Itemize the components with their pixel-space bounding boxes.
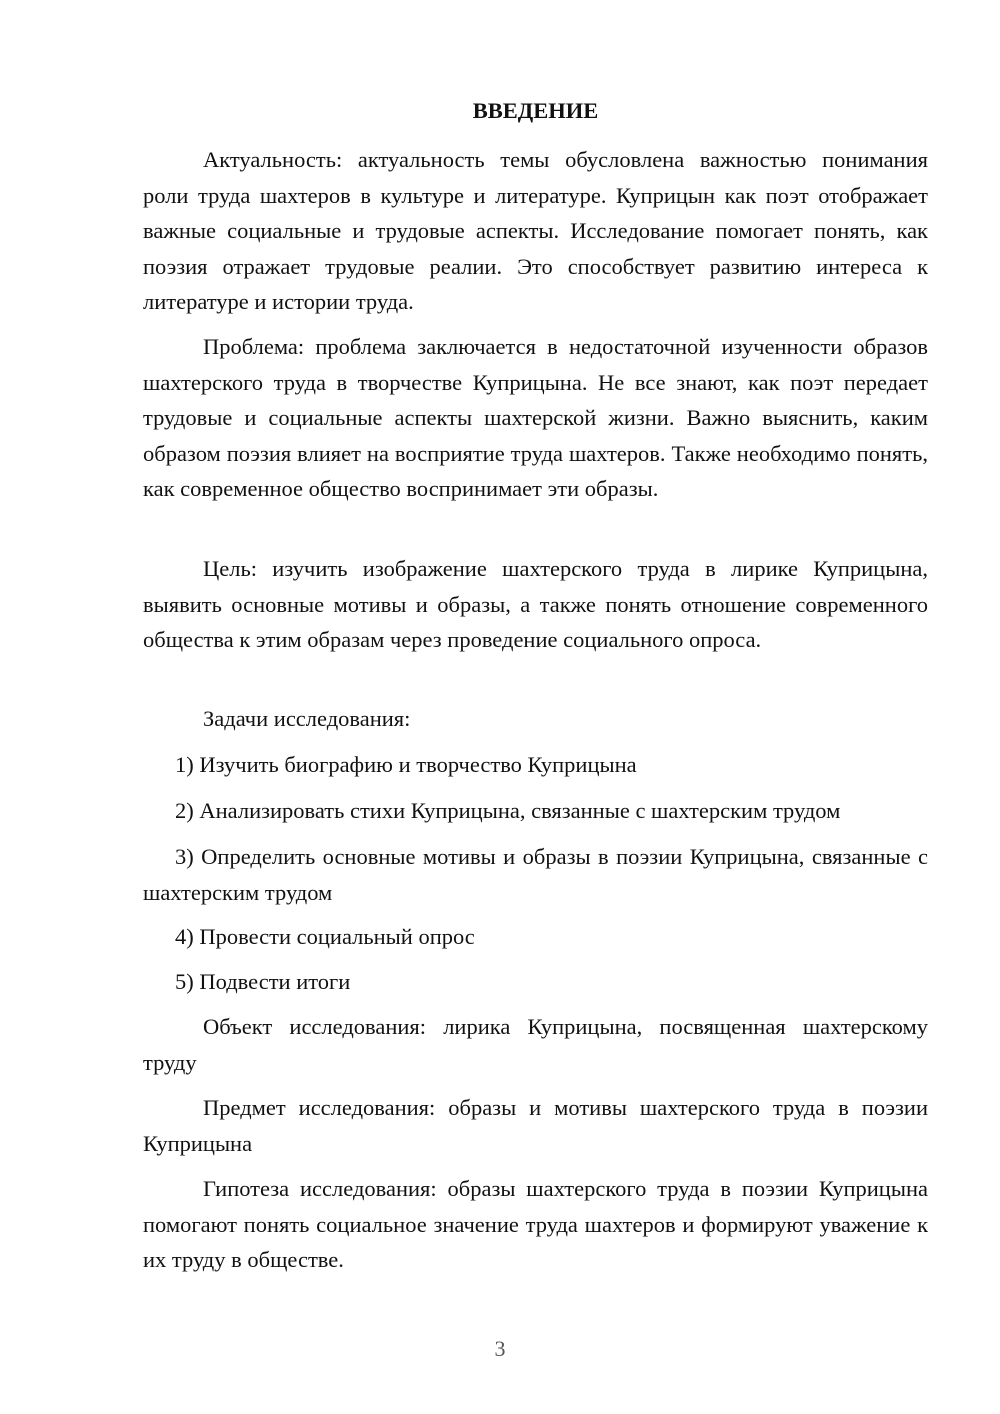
paragraph-object: Объект исследования: лирика Куприцына, посвященная шахтерскому труду [143,1014,928,1075]
paragraph-tasks-heading: Задачи исследования: [203,706,411,731]
task-item-1: 1) Изучить биографию и творчество Куприцына [175,752,637,777]
paragraph-subject: Предмет исследования: образы и мотивы шахтерского труда в поэзии Куприцына [143,1095,928,1156]
section-heading: ВВЕДЕНИЕ [472,98,599,123]
task-item-4: 4) Провести социальный опрос [175,924,475,949]
task-item-3: 3) Определить основные мотивы и образы в поэзии Куприцына, связанные с шахтерским трудом [143,844,928,905]
page-number: 3 [494,1336,506,1361]
task-item-2: 2) Анализировать стихи Куприцына, связанные с шахтерским трудом [175,798,841,823]
paragraph-relevance: Актуальность: актуальность темы обусловлена важностью понимания роли труда шахтеров в культуре и литературе. Куприцын как поэт отображает важные социальные и трудовые аспекты. Исследование помогает понять, как поэзия отражает трудовые реалии. Это способствует развитию интереса к литературе и истории труда. [143,147,928,314]
task-item-5: 5) Подвести итоги [175,969,351,994]
paragraph-goal: Цель: изучить изображение шахтерского труда в лирике Куприцына, выявить основные мотивы и образы, а также понять отношение современного общества к этим образам через проведение социального опроса. [143,556,928,652]
paragraph-problem: Проблема: проблема заключается в недостаточной изученности образов шахтерского труда в творчестве Куприцына. Не все знают, как поэт передает трудовые и социальные аспекты шахтерской жизни. Важно выяснить, каким образом поэзия влияет на восприятие труда шахтеров. Также необходимо понять, как современное общество воспринимает эти образы. [143,334,928,501]
paragraph-hypothesis: Гипотеза исследования: образы шахтерского труда в поэзии Куприцына помогают понять социальное значение труда шахтеров и формируют уважение к их труду в обществе. [143,1176,928,1272]
